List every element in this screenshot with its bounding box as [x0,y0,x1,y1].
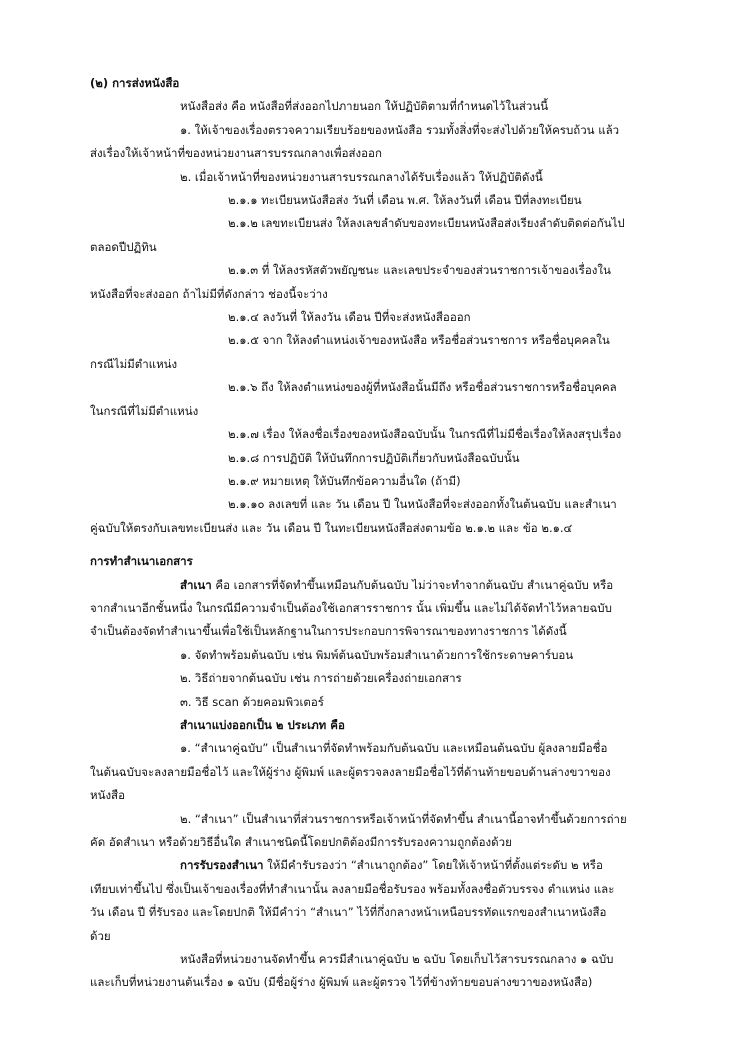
final-line: และเก็บที่หน่วยงานต้นเรื่อง ๑ ฉบับ (มีชื่อผู้ร่าง ผู้พิมพ์ และผู้ตรวจ ไว้ที่ข้างท้ายขอบล่างขวาของหนังสือ) [90,975,593,990]
sending-line: ๒.๑.๑๐ ลงเลขที่ และ วัน เดือน ปี ในหนังสือที่จะส่งออกทั้งในต้นฉบับ และสำเนา [228,497,617,512]
copy-type-2-line: ๒. “สำเนา” เป็นสำเนาที่ส่วนราชการหรือเจ้าหน้าที่จัดทำขึ้น สำเนานี้อาจทำขึ้นด้วยการถ่าย [180,811,627,826]
certify-line [90,854,678,877]
copy-type-2-line: คัด อัดสำเนา หรือด้วยวิธีอื่นใด สำเนาชนิดนี้โดยปกติต้องมีการรับรองความถูกต้องด้วย [90,835,512,849]
copies-intro-line [90,574,678,597]
sending-line: ในกรณีที่ไม่มีตำแหน่ง [90,403,199,418]
certify-term: การรับรองสำเนา [180,858,264,873]
copies-method: ๓. วิธี scan ด้วยคอมพิวเตอร์ [180,694,324,709]
certify-line: ด้วย [90,928,111,943]
section-heading-copies: การทำสำเนาเอกสาร [90,554,193,569]
copies-method: ๒. วิธีถ่ายจากต้นฉบับ เช่น การถ่ายด้วยเครื่องถ่ายเอกสาร [180,671,462,686]
sending-line: ๑. ให้เจ้าของเรื่องตรวจความเรียบร้อยของหนังสือ รวมทั้งสิ่งที่จะส่งไปด้วยให้ครบถ้วน แล้ว [180,122,620,137]
sending-line: ๒.๑.๙ หมายเหตุ ให้บันทึกข้อความอื่นใด (ถ้ามี) [228,473,461,488]
sending-line: ๒.๑.๓ ที่ ให้ลงรหัสตัวพยัญชนะ และเลขประจำของส่วนราชการเจ้าของเรื่องใน [228,263,611,278]
copy-type-1-line: ในต้นฉบับจะลงลายมือชื่อไว้ และให้ผู้ร่าง ผู้พิมพ์ และผู้ตรวจลงลายมือชื่อไว้ที่ด้านท้ายขอบด้านล่างขวาของ [90,764,611,779]
section-heading-sending: (๒) การส่งหนังสือ [90,76,180,90]
sending-line: กรณีไม่มีตำแหน่ง [90,356,178,371]
sending-line: หนังสือที่จะส่งออก ถ้าไม่มีที่ดังกล่าว ช่องนี้จะว่าง [90,286,328,301]
copies-method: ๑. จัดทำพร้อมต้นฉบับ เช่น พิมพ์ต้นฉบับพร้อมสำเนาด้วยการใช้กระดาษคาร์บอน [180,647,574,662]
copy-type-1-line: หนังสือ [90,788,125,803]
certify-line: วัน เดือน ปี ที่รับรอง และโดยปกติ ให้มีคำว่า “สำเนา” ไว้ที่กึ่งกลางหน้าเหนือบรรทัดแรกของสำเนาหนังสือ [90,905,607,920]
sending-line: คู่ฉบับให้ตรงกับเลขทะเบียนส่ง และ วัน เดือน ปี ในทะเบียนหนังสือส่งตามข้อ ๒.๑.๒ และ ข้อ ๒.๑.๔ [90,520,573,535]
copies-term: สำเนา [180,577,212,592]
copy-type-1-line: ๑. “สำเนาคู่ฉบับ” เป็นสำเนาที่จัดทำพร้อมกับต้นฉบับ และเหมือนต้นฉบับ ผู้ลงลายมือชื่อ [180,741,608,756]
sending-line: ๒.๑.๖ ถึง ให้ลงตำแหน่งของผู้ที่หนังสือนั้นมีถึง หรือชื่อส่วนราชการหรือชื่อบุคคล [228,380,617,395]
final-line: หนังสือที่หน่วยงานจัดทำขึ้น ควรมีสำเนาคู่ฉบับ ๒ ฉบับ โดยเก็บไว้สารบรรณกลาง ๑ ฉบับ [180,952,614,967]
certify-rest: ให้มีคำรับรองว่า “สำเนาถูกต้อง” โดยให้เจ้าหน้าที่ตั้งแต่ระดับ ๒ หรือ [263,858,603,873]
sending-line: ส่งเรื่องให้เจ้าหน้าที่ของหน่วยงานสารบรรณกลางเพื่อส่งออก [90,146,382,161]
copies-intro-rest: คือ เอกสารที่จัดทำขึ้นเหมือนกับต้นฉบับ ไม่ว่าจะทำจากต้นฉบับ สำเนาคู่ฉบับ หรือ [211,577,614,592]
sending-line: ๒.๑.๑ ทะเบียนหนังสือส่ง วันที่ เดือน พ.ศ. ให้ลงวันที่ เดือน ปีที่ลงทะเบียน [228,193,582,208]
sending-line: ๒.๑.๗ เรื่อง ให้ลงชื่อเรื่องของหนังสือฉบับนั้น ในกรณีที่ไม่มีชื่อเรื่องให้ลงสรุปเรื่อง [228,427,622,442]
sending-line: ๒.๑.๔ ลงวันที่ ให้ลงวัน เดือน ปีที่จะส่งหนังสือออก [228,310,471,325]
sending-line: ตลอดปีปฏิทิน [90,239,157,254]
copies-intro-line: จากสำเนาอีกชั้นหนึ่ง ในกรณีมีความจำเป็นต้องใช้เอกสารราชการ นั้น เพิ่มขึ้น และไม่ได้จัดทำไว้หลายฉบับ [90,600,612,615]
sending-line: ๒. เมื่อเจ้าหน้าที่ของหน่วยงานสารบรรณกลางได้รับเรื่องแล้ว ให้ปฏิบัติดังนี้ [180,169,543,184]
copies-types-heading: สำเนาแบ่งออกเป็น ๒ ประเภท คือ [180,717,345,732]
certify-line: เทียบเท่าขึ้นไป ซึ่งเป็นเจ้าของเรื่องที่ทำสำเนานั้น ลงลายมือชื่อรับรอง พร้อมทั้งลงชื่อตัวบรรจง ตำแหน่ง และ [90,881,615,896]
sending-line: หนังสือส่ง คือ หนังสือที่ส่งออกไปภายนอก ให้ปฏิบัติตามที่กำหนดไว้ในส่วนนี้ [180,99,549,114]
sending-line: ๒.๑.๘ การปฏิบัติ ให้บันทึกการปฏิบัติเกี่ยวกับหนังสือฉบับนั้น [228,450,520,465]
sending-line: ๒.๑.๕ จาก ให้ลงตำแหน่งเจ้าของหนังสือ หรือชื่อส่วนราชการ หรือชื่อบุคคลใน [228,333,610,348]
sending-line: ๒.๑.๒ เลขทะเบียนส่ง ให้ลงเลขลำดับของทะเบียนหนังสือส่งเรียงลำดับติดต่อกันไป [228,216,625,231]
copies-intro-line: จำเป็นต้องจัดทำสำเนาขึ้นเพื่อใช้เป็นหลักฐานในการประกอบการพิจารณาของทางราชการ ได้ดังนี้ [90,624,567,639]
